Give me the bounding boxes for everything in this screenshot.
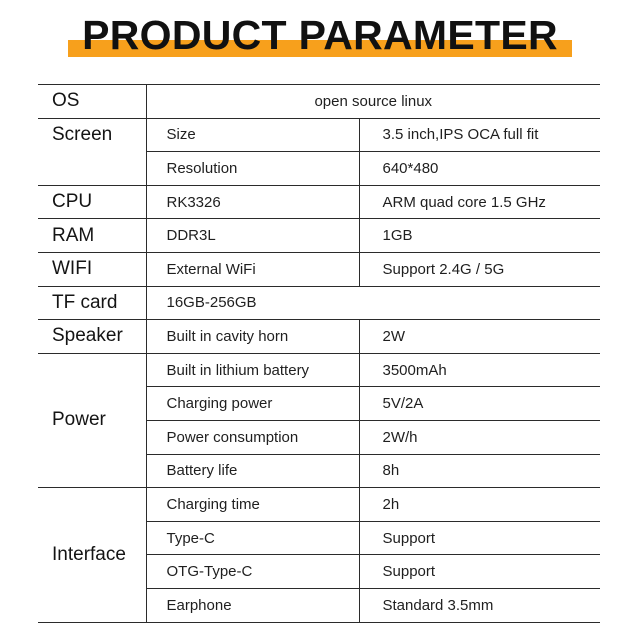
param-name: 16GB-256GB bbox=[146, 286, 359, 320]
param-name: Earphone bbox=[146, 588, 359, 622]
param-value: 8h bbox=[359, 454, 600, 488]
param-value: 3500mAh bbox=[359, 353, 600, 387]
param-name: Built in cavity horn bbox=[146, 320, 359, 354]
param-name: DDR3L bbox=[146, 219, 359, 253]
param-name: Built in lithium battery bbox=[146, 353, 359, 387]
param-value: Support bbox=[359, 521, 600, 555]
param-name: Resolution bbox=[146, 152, 359, 186]
param-value: 640*480 bbox=[359, 152, 600, 186]
param-name: OTG-Type-C bbox=[146, 555, 359, 589]
category-ram: RAM bbox=[38, 219, 146, 253]
table-row-power-battery bbox=[38, 353, 600, 387]
param-value: 2h bbox=[359, 488, 600, 522]
table-row-speaker bbox=[38, 320, 600, 354]
category-screen: Screen bbox=[38, 118, 146, 185]
category-speaker: Speaker bbox=[38, 320, 146, 354]
category-tfcard: TF card bbox=[38, 286, 146, 320]
category-wifi: WIFI bbox=[38, 252, 146, 286]
param-value: 1GB bbox=[359, 219, 600, 253]
param-value: 2W bbox=[359, 320, 600, 354]
page-title: PRODUCT PARAMETER bbox=[82, 12, 558, 58]
param-name: Type-C bbox=[146, 521, 359, 555]
title-banner bbox=[0, 0, 640, 84]
param-value: 2W/h bbox=[359, 420, 600, 454]
param-value: Standard 3.5mm bbox=[359, 588, 600, 622]
param-name: Charging time bbox=[146, 488, 359, 522]
param-name: RK3326 bbox=[146, 185, 359, 219]
category-cpu: CPU bbox=[38, 185, 146, 219]
param-value-empty bbox=[359, 286, 600, 320]
table-row-wifi bbox=[38, 252, 600, 286]
param-value: 3.5 inch,IPS OCA full fit bbox=[359, 118, 600, 152]
param-name: Size bbox=[146, 118, 359, 152]
category-power: Power bbox=[38, 353, 146, 487]
param-value: ARM quad core 1.5 GHz bbox=[359, 185, 600, 219]
table-row-cpu bbox=[38, 185, 600, 219]
table-row-screen-size bbox=[38, 118, 600, 152]
param-value: Support bbox=[359, 555, 600, 589]
param-name: Power consumption bbox=[146, 420, 359, 454]
category-os: OS bbox=[38, 85, 146, 119]
category-interface: Interface bbox=[38, 488, 146, 622]
param-value: 5V/2A bbox=[359, 387, 600, 421]
table-row-ram bbox=[38, 219, 600, 253]
table-row-interface-charging-time bbox=[38, 488, 600, 522]
table-row-tfcard bbox=[38, 286, 600, 320]
param-value: Support 2.4G / 5G bbox=[359, 252, 600, 286]
table-row-os bbox=[38, 85, 600, 119]
parameter-table bbox=[38, 84, 600, 623]
param-name: Charging power bbox=[146, 387, 359, 421]
value-os: open source linux bbox=[146, 85, 600, 119]
param-name: Battery life bbox=[146, 454, 359, 488]
param-name: External WiFi bbox=[146, 252, 359, 286]
